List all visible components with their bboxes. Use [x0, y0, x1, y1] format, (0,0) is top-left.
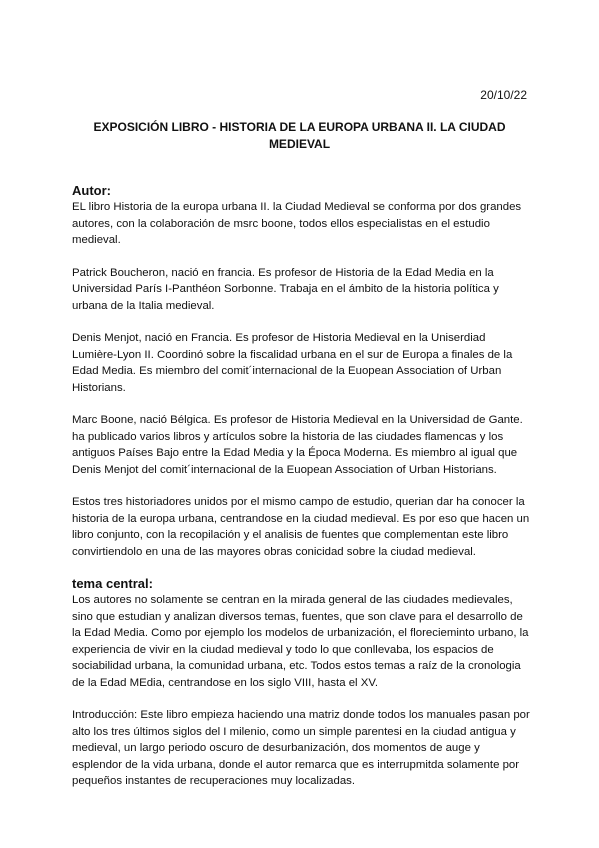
paragraph: EL libro Historia de la europa urbana II. la Ciudad Medieval se conforma por dos grandes autores, con la colaboración de msrc boone, todos ellos especialistas en el estudio medieval.: [72, 201, 522, 246]
section-heading-tema-central: tema central:: [72, 576, 153, 591]
paragraph: Introducción: Este libro empieza haciendo una matriz donde todos los manuales pasan por alto los tres últimos siglos del I milenio, como un simple parentesi en la ciudad antigua y medieval, un largo periodo oscuro de desurbanización, dos momentos de auge y esplendor de la vida urbana, donde el autor remarca que es interrupmitda solamente por pequeños instantes de recuperaciones muy localizadas.: [72, 709, 530, 787]
paragraph: Estos tres historiadores unidos por el mismo campo de estudio, querian dar ha conocer la historia de la europa urbana, centrandose en la ciudad medieval. Es por eso que hacen un libro conjunto, con la recopilación y el analisis de fuentes que complementan este libro convirtiendolo en una de las mayores obras conicidad sobre la ciudad medieval.: [72, 496, 530, 558]
section-heading-autor: Autor:: [72, 183, 111, 198]
paragraph: Marc Boone, nació Bélgica. Es profesor de Historia Medieval en la Universidad de Gante. ha publicado varios libros y artículos sobre la historia de las ciudades flamencas y los antiguos Países Bajo entre la Edad Media y la Época Moderna. Es miembro al igual que Denis Menjot del comit´internacional de la Euopean Association of Urban Historians.: [72, 414, 523, 476]
paragraph: Los autores no solamente se centran en la mirada general de las ciudades medievales, sino que estudian y analizan diversos temas, fuentes, que son clave para el desarrollo de la Edad Media. Como por ejemplo los modelos de urbanización, el florecieminto urbano, la experiencia de vivir en la ciudad medieval y todo lo que conllevaba, los espacios de sociabilidad urbana, la comunidad urbana, etc. Todos estos temas a raíz de la cronologia de la Edad MEdia, centrandose en los siglo VIII, hasta el XV.: [72, 594, 529, 689]
document-title: EXPOSICIÓN LIBRO - HISTORIA DE LA EUROPA URBANA II. LA CIUDAD MEDIEVAL: [93, 120, 506, 151]
paragraph: Patrick Boucheron, nació en francia. Es profesor de Historia de la Edad Media en la Universidad París I-Panthéon Sorbonne. Trabaja en el ámbito de la historia política y urbana de la Italia medieval.: [72, 266, 499, 312]
document-body: [72, 183, 532, 806]
document-date: 20/10/22: [480, 88, 527, 102]
paragraph: Denis Menjot, nació en Francia. Es profesor de Historia Medieval en la Uniserdiad Lumière-Lyon II. Coordinó sobre la fiscalidad urbana en el sur de Europa a finales de la Edad Media. Es miembro del comit´internacional de la Euopean Association of Urban Historians.: [72, 332, 513, 394]
